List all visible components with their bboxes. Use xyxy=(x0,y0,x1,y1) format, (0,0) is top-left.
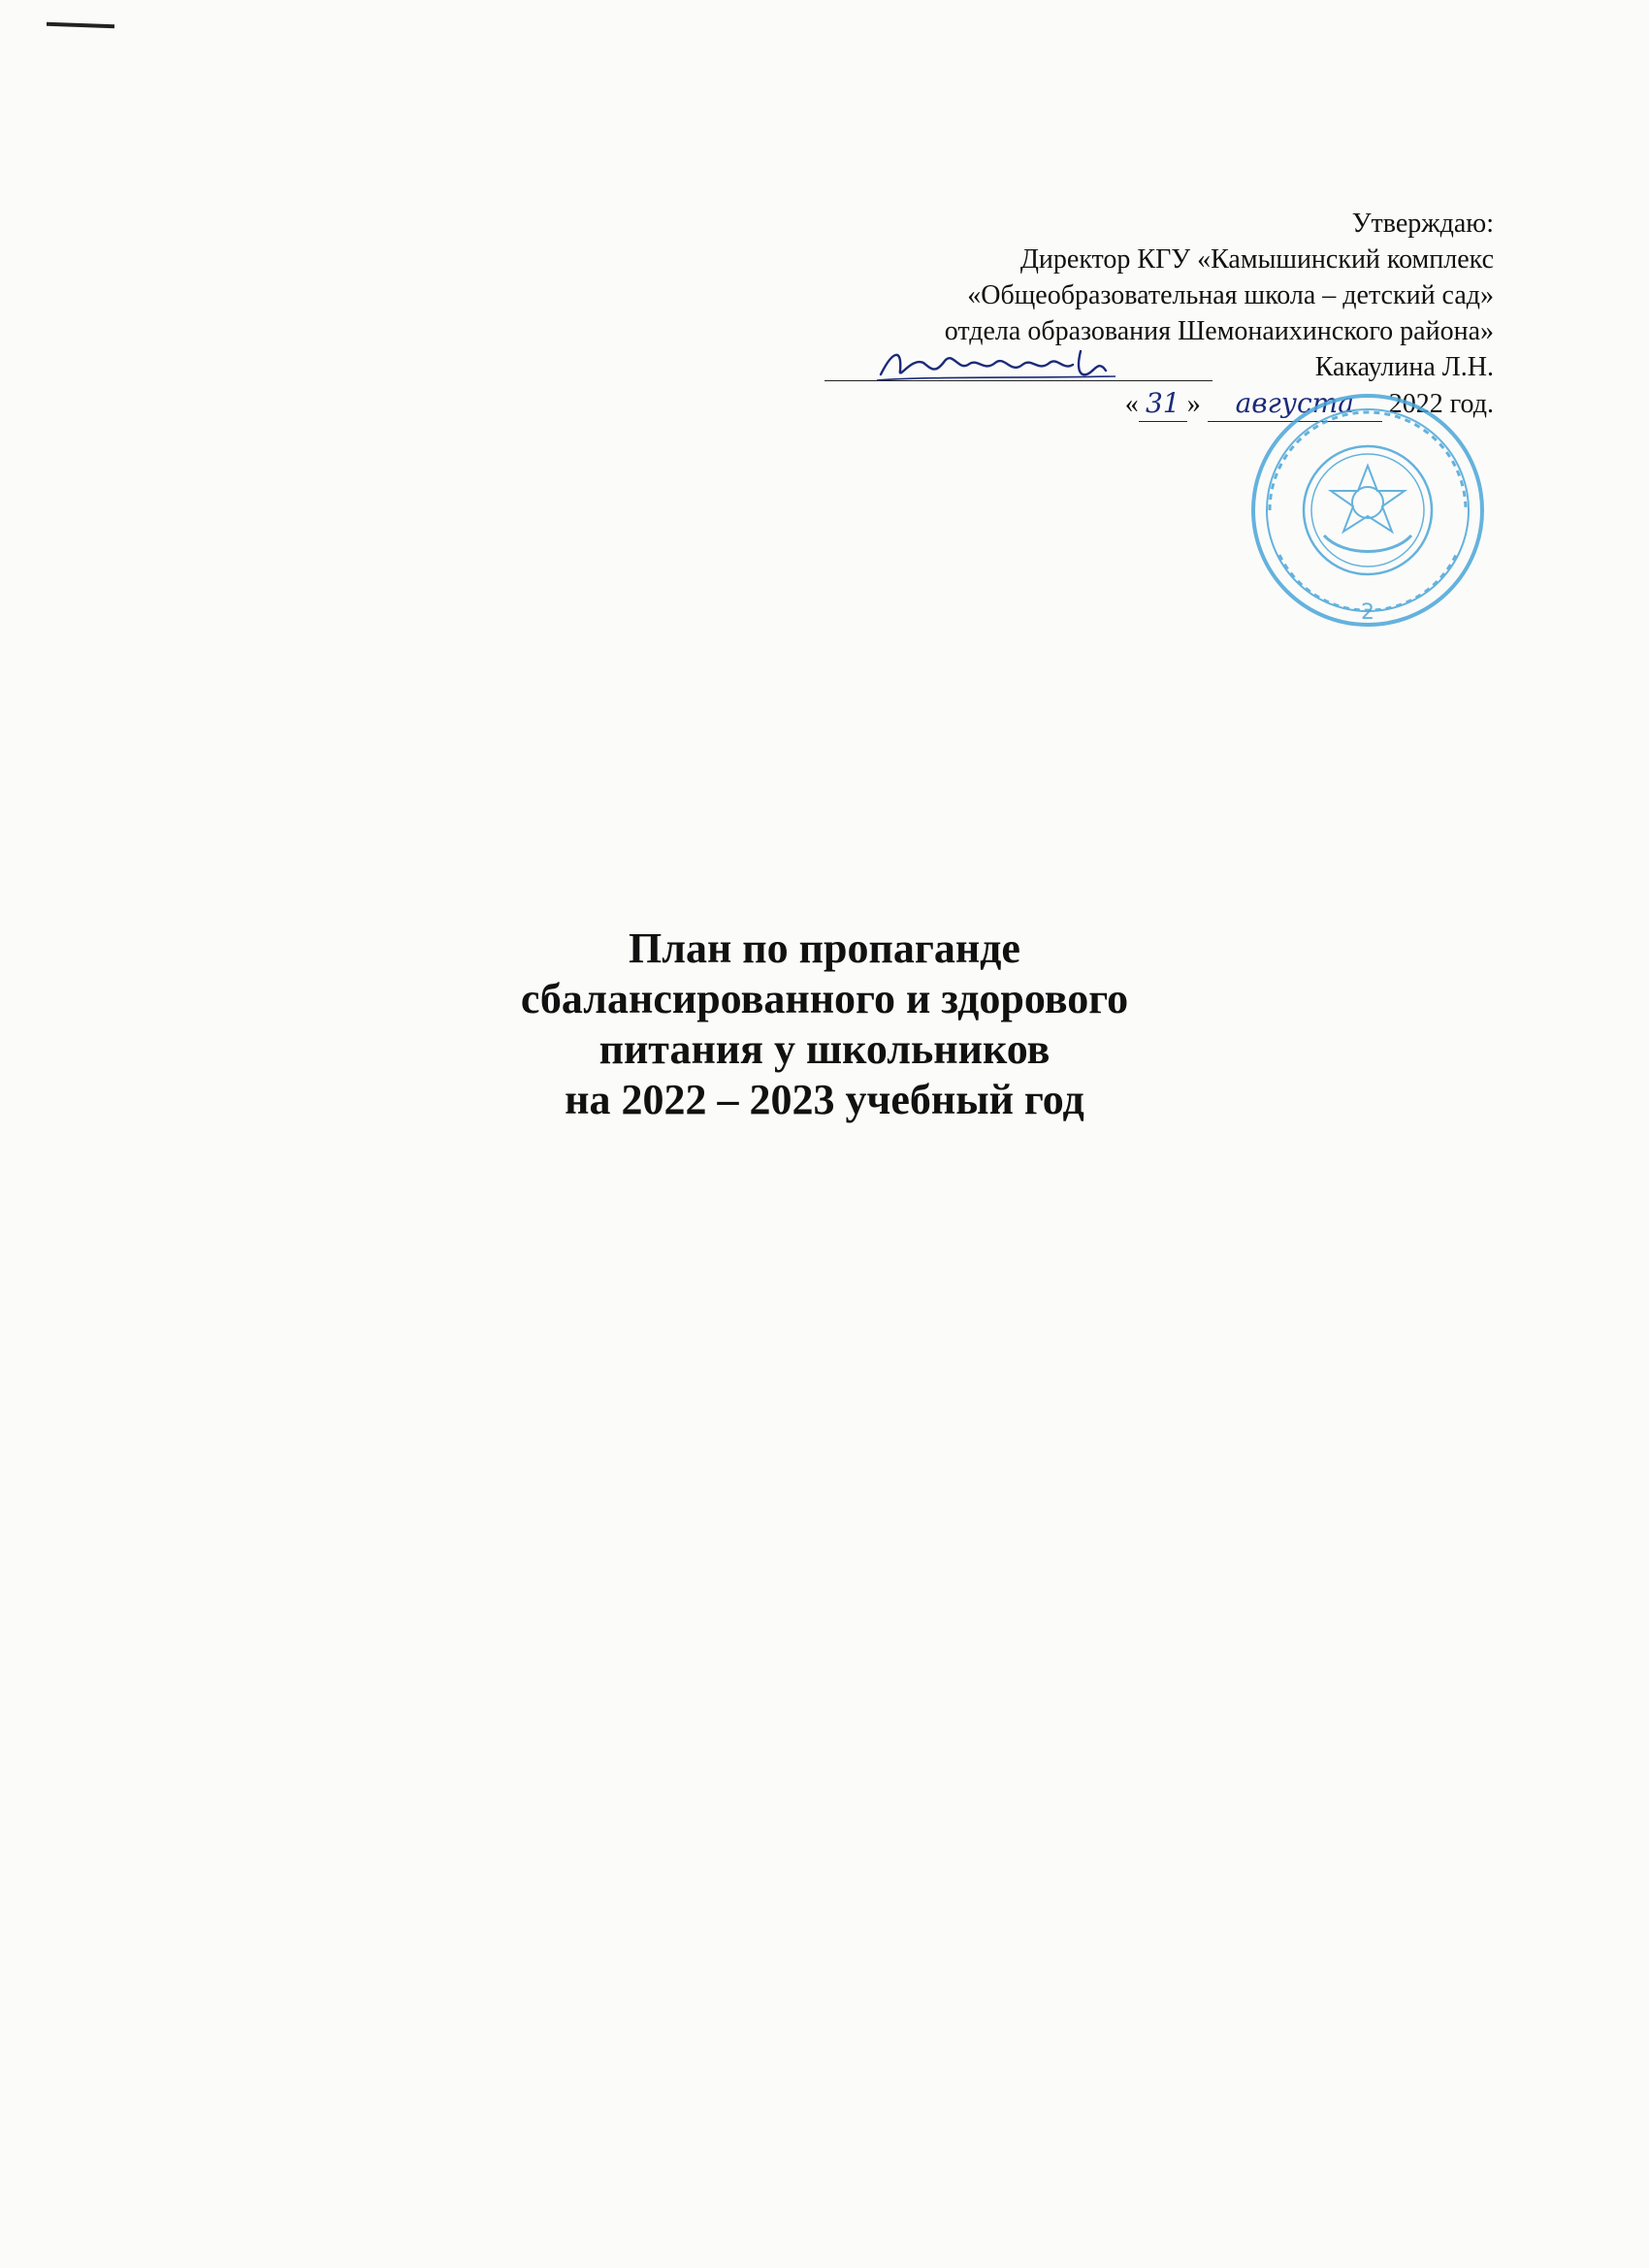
director-position-line-3: отдела образования Шемонаихинского района» xyxy=(944,316,1494,346)
svg-text:2: 2 xyxy=(1361,600,1374,625)
date-close-quote: » xyxy=(1186,389,1201,419)
date-year: 2022 год. xyxy=(1388,389,1494,419)
director-name: Какаулина Л.Н. xyxy=(1314,352,1494,382)
title-line-2: сбалансированного и здорового xyxy=(520,975,1129,1022)
document-title xyxy=(340,923,1310,1125)
date-day: 31 xyxy=(1139,385,1187,422)
signature-row xyxy=(757,349,1494,385)
title-line-1: План по пропаганде xyxy=(629,924,1020,972)
title-line-4: на 2022 – 2023 учебный год xyxy=(565,1076,1084,1123)
date-open-quote: « xyxy=(1124,389,1139,419)
approval-heading: Утверждаю: xyxy=(1351,209,1494,239)
date-month: августа xyxy=(1208,385,1382,422)
official-seal-icon xyxy=(1208,390,1528,631)
title-line-3: питания у школьников xyxy=(598,1025,1051,1073)
corner-pen-mark xyxy=(47,22,114,28)
handwritten-signature xyxy=(873,341,1125,388)
director-position-line-2: «Общеобразовательная школа – детский сад» xyxy=(967,280,1494,310)
director-position-line-1: Директор КГУ «Камышинский комплекс xyxy=(1019,244,1494,275)
